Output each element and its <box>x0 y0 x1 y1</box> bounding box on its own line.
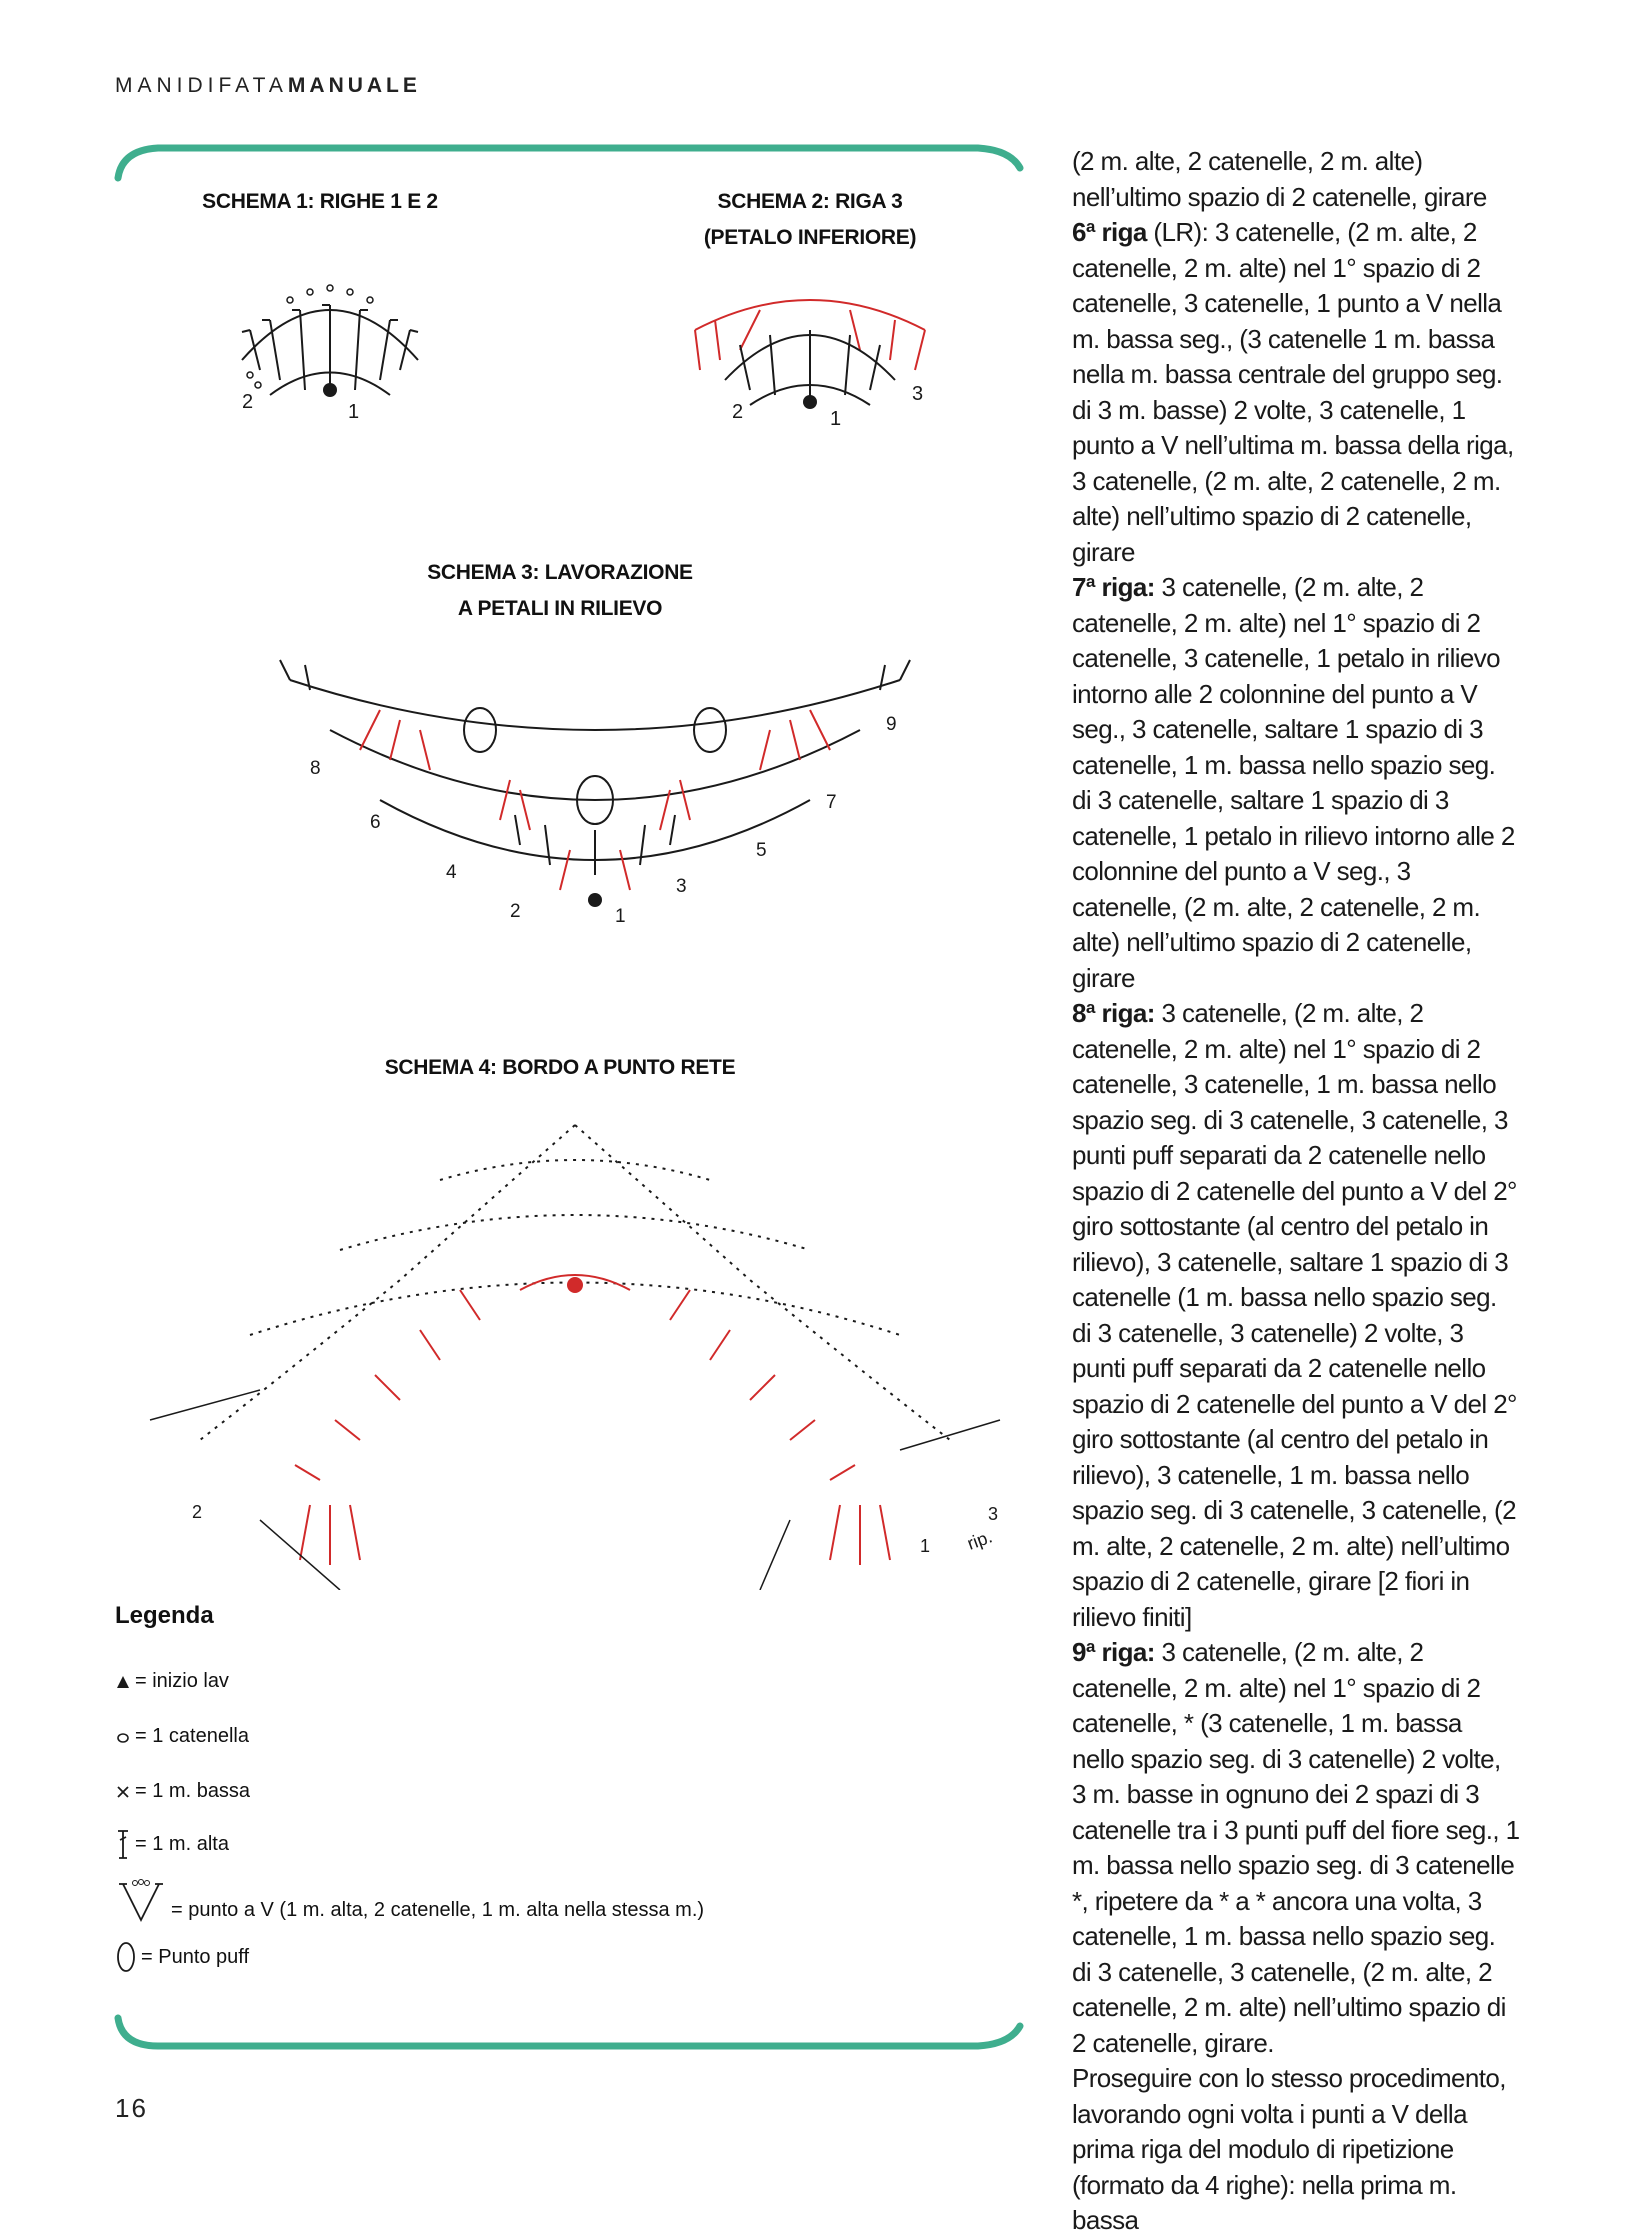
legend-label-catenella: = 1 catenella <box>135 1725 249 1747</box>
legend-label-inizio: = inizio lav <box>135 1670 229 1692</box>
s2-row-1: 1 <box>830 408 842 430</box>
paragraph-riga-6: 6ª riga (LR): 3 catenelle, (2 m. alte, 2 catenelle, 2 m. alte) nel 1° spazio di 2 catenelle, 3 catenelle, 1 punto a V nella m. bassa seg., (3 catenelle 1 m. bassa nella m. bassa centrale del gruppo seg. di 3 m. basse) 2 volte, 3 catenelle, 1 punto a V nell’ultima m. bassa della riga, 3 catenelle, (2 m. alte, 2 catenelle, 2 m. alte) nell’ultimo spazio di 2 catenelle, girare <box>1072 217 1514 567</box>
chain-icon <box>115 1729 131 1745</box>
instructions-text <box>1072 144 1520 2239</box>
legend-label-m-bassa: = 1 m. bassa <box>135 1780 251 1802</box>
v-stitch-icon <box>115 1878 167 1924</box>
s4-row-3: 3 <box>988 1504 999 1524</box>
s1-row-2: 2 <box>242 391 254 413</box>
legend-item-inizio <box>115 1670 229 1693</box>
paragraph-riga-9: 9ª riga: 3 catenelle, (2 m. alte, 2 catenelle, 2 m. alte) nel 1° spazio di 2 catenelle, * (3 catenelle, 1 m. bassa nello spazio seg. di 3 catenelle) 2 volte, 3 m. basse in ognuno dei 2 spazi di 3 catenelle tra i 3 punti puff del fiore seg., 1 m. bassa nello spazio seg. di 3 catenelle *, ripetere da * a * ancora una volta, 3 catenelle, 1 m. bassa nello spazio seg. di 3 catenelle, 3 catenelle, (2 m. alte, 2 catenelle, 2 m. alte) nell’ultimo spazio di 2 catenelle, girare. <box>1072 1637 1520 2058</box>
legend-label-puff: = Punto puff <box>141 1945 250 1968</box>
schema-1-diagram <box>230 280 430 420</box>
schema-3-title-line1: SCHEMA 3: LAVORAZIONE <box>427 561 693 584</box>
schema-4-diagram <box>140 1120 1030 1590</box>
schema-3-title-line2: A PETALI IN RILIEVO <box>457 597 663 620</box>
legend-item-catenella <box>115 1725 249 1748</box>
schema-2-title <box>660 184 960 256</box>
s4-row-2: 2 <box>192 1502 203 1522</box>
schema-3-title <box>380 555 740 627</box>
paragraph-continued: (2 m. alte, 2 catenelle, 2 m. alte) nell’ultimo spazio di 2 catenelle, girare <box>1072 146 1487 212</box>
legend-item-punto-v <box>115 1878 704 1924</box>
s3-row-4: 4 <box>446 862 457 883</box>
s4-row-1: 1 <box>920 1536 931 1556</box>
puff-stitch-icon <box>115 1940 137 1974</box>
s3-row-3: 3 <box>676 876 687 897</box>
legend-label-m-alta: = 1 m. alta <box>135 1832 229 1855</box>
paragraph-riga-7: 7ª riga: 3 catenelle, (2 m. alte, 2 catenelle, 2 m. alte) nel 1° spazio di 2 catenelle, 3 catenelle, 1 petalo in rilievo intorno alle 2 colonnine del punto a V seg., 3 catenelle, saltare 1 spazio di 3 catenelle, 1 m. bassa nello spazio seg. di 3 catenelle, saltare 1 spazio di 3 catenelle, 1 petalo in rilievo intorno alle 2 colonnine del punto a V seg., 3 catenelle, (2 m. alte, 2 catenelle, 2 m. alte) nell’ultimo spazio di 2 catenelle, girare <box>1072 572 1515 993</box>
legend-label-punto-v: = punto a V (1 m. alta, 2 catenelle, 1 m. alta nella stessa m.) <box>171 1898 705 1921</box>
paragraph-riga-8: 8ª riga: 3 catenelle, (2 m. alte, 2 catenelle, 2 m. alte) nel 1° spazio di 2 catenelle, 3 catenelle, 1 m. bassa nello spazio seg. di 3 catenelle, 3 catenelle, 3 punti puff separati da 2 catenelle nello spazio di 2 catenelle del punto a V del 2° giro sottostante (al centro del petalo in rilievo), 3 catenelle, saltare 1 spazio di 3 catenelle (1 m. bassa nello spazio seg. di 3 catenelle, 3 catenelle) 2 volte, 3 punti puff separati da 2 catenelle nello spazio di 2 catenelle del punto a V del 2° giro sottostante (al centro del petalo in rilievo), 3 catenelle, 1 m. bassa nello spazio seg. di 3 catenelle, 3 catenelle, (2 m. alte, 2 catenelle, 2 m. alte) nell’ultimo spazio di 2 catenelle, girare [2 fiori in rilievo finiti] <box>1072 998 1517 1632</box>
triangle-icon <box>115 1674 131 1690</box>
page-number: 16 <box>115 2093 148 2123</box>
riga-6-label: 6ª riga <box>1072 217 1147 247</box>
running-header <box>115 74 421 98</box>
schema-4-title: SCHEMA 4: BORDO A PUNTO RETE <box>384 1056 736 1079</box>
riga-7-label: 7ª riga: <box>1072 572 1155 602</box>
schema-3-diagram <box>270 650 920 940</box>
brand-bold: MANUALE <box>287 74 421 97</box>
s3-row-7: 7 <box>826 792 837 813</box>
riga-8-label: 8ª riga: <box>1072 998 1155 1028</box>
s1-row-1: 1 <box>348 401 360 420</box>
s3-row-6: 6 <box>370 812 381 833</box>
brand-light: MANIDIFATA <box>115 74 288 97</box>
legend-item-m-bassa <box>115 1780 250 1803</box>
s4-rip-label: rip. <box>964 1526 995 1554</box>
legend-title: Legenda <box>115 1602 214 1629</box>
schema-1-title: SCHEMA 1: RIGHE 1 E 2 <box>202 190 438 213</box>
s3-row-8: 8 <box>310 758 321 779</box>
s2-row-3: 3 <box>912 383 924 405</box>
schema-2-diagram <box>680 290 940 430</box>
legend-item-m-alta <box>115 1828 229 1860</box>
s3-row-2: 2 <box>510 901 521 922</box>
legend-item-puff <box>115 1940 249 1974</box>
single-crochet-icon <box>115 1784 131 1800</box>
paragraph-proseguire: Proseguire con lo stesso procedimento, lavorando ogni volta i punti a V della prima riga del modulo di ripetizione (formato da 4 righe): nella prima m. bassa <box>1072 2063 1506 2235</box>
s2-row-2: 2 <box>732 401 744 423</box>
schema-2-title-line1: SCHEMA 2: RIGA 3 <box>717 190 903 213</box>
schema-2-title-line2: (PETALO INFERIORE) <box>703 226 917 249</box>
s3-row-9: 9 <box>886 714 897 735</box>
s3-row-5: 5 <box>756 840 767 861</box>
double-crochet-icon <box>115 1828 131 1860</box>
riga-9-label: 9ª riga: <box>1072 1637 1155 1667</box>
s3-row-1: 1 <box>615 906 626 927</box>
